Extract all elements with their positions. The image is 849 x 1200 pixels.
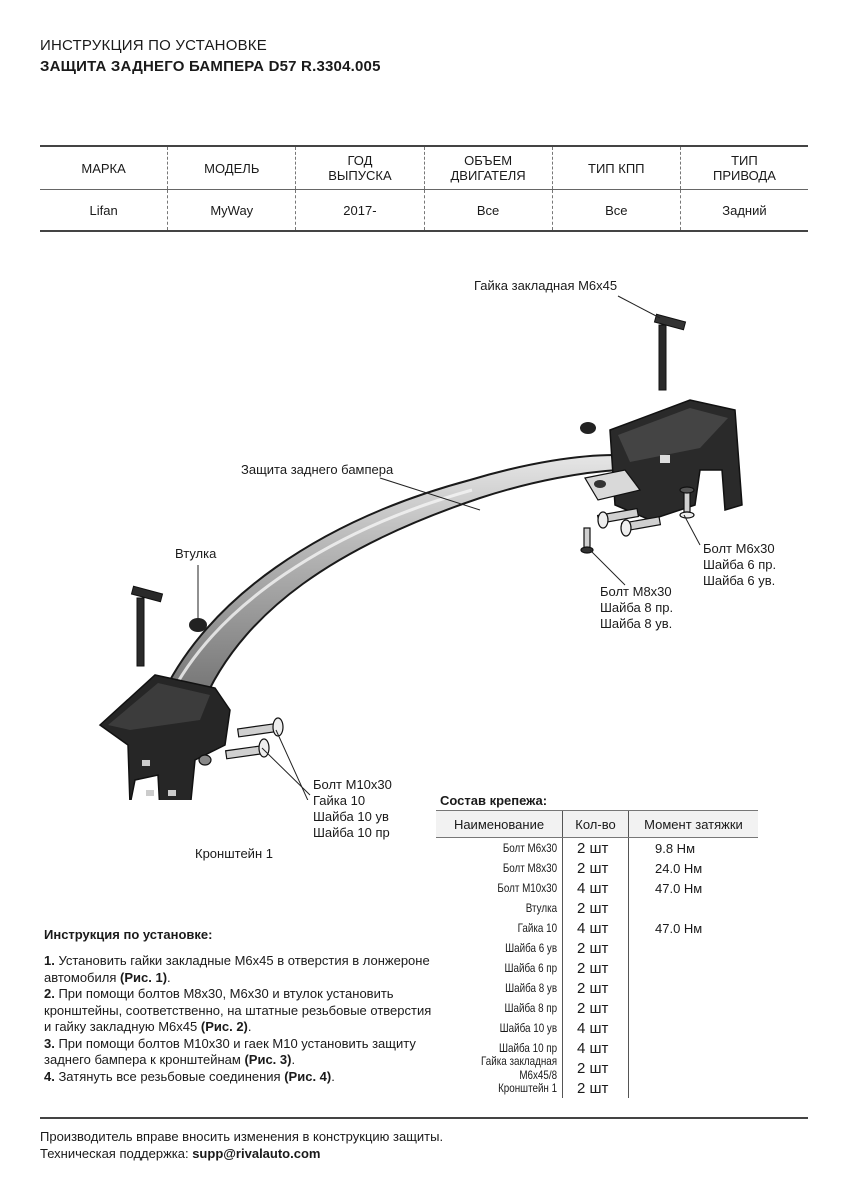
instruction-step — [44, 986, 434, 1036]
spec-value: MyWay — [167, 190, 295, 230]
spec-header: ТИП КПП — [552, 147, 680, 189]
spec-header: ГОД ВЫПУСКА — [295, 147, 423, 189]
fastener-torque: 9.8 Нм — [655, 840, 696, 856]
instructions-title: Инструкция по установке: — [44, 927, 213, 942]
instruction-step — [44, 1069, 434, 1086]
step-text: Затянуть все резьбовые соединения — [54, 1068, 285, 1084]
fastener-name: Шайба 8 ув — [505, 981, 558, 995]
step-number: 3. — [44, 1035, 55, 1051]
fastener-name: Шайба 8 пр — [504, 1001, 558, 1015]
header-name: Наименование — [453, 816, 545, 832]
fasteners-title: Состав крепежа: — [440, 793, 548, 808]
fastener-torque: 24.0 Нм — [655, 860, 703, 876]
fastener-name: Гайка закладная М6х45/8 — [481, 1054, 558, 1082]
step-text: При помощи болтов М8х30, М6х30 и втулок установить кронштейны, соответственно, на штатные резьбовые отверстия и гайку закладную М6х45 — [44, 986, 432, 1034]
fastener-row — [436, 838, 758, 858]
step-figure-ref: (Рис. 4) — [284, 1068, 332, 1084]
spec-value: Все — [552, 190, 680, 230]
callout-bolt-m8-group — [600, 584, 673, 632]
fastener-torque: 47.0 Нм — [655, 920, 703, 936]
instruction-step — [44, 953, 434, 986]
fastener-row — [436, 1078, 758, 1098]
fastener-row — [436, 998, 758, 1018]
fastener-name: Болт М8х30 — [502, 861, 558, 875]
callout-embedded-nut: Гайка закладная М6х45 — [474, 278, 618, 293]
footer-divider — [40, 1117, 808, 1119]
callout-washer-10-wide: Шайба 10 ув — [313, 809, 389, 824]
fastener-row — [436, 958, 758, 978]
callout-washer-10-flat: Шайба 10 пр — [313, 825, 390, 840]
spec-header: МАРКА — [81, 160, 126, 176]
header-qty: Кол-во — [562, 811, 629, 837]
fastener-qty: 2 шт — [562, 938, 629, 958]
callout-bolt-m10-group — [313, 777, 392, 841]
step-number: 4. — [44, 1068, 55, 1084]
fastener-row — [436, 978, 758, 998]
spec-value: Все — [424, 190, 552, 230]
footer-support — [40, 1146, 320, 1161]
callout-nut-10: Гайка 10 — [313, 793, 366, 808]
step-end: . — [331, 1068, 335, 1084]
fastener-torque: 47.0 Нм — [655, 880, 703, 896]
spec-value: Lifan — [89, 202, 118, 218]
fastener-qty: 2 шт — [562, 958, 629, 978]
fastener-qty: 2 шт — [562, 978, 629, 998]
fastener-qty: 2 шт — [562, 858, 629, 878]
fastener-qty: 4 шт — [562, 1038, 629, 1058]
fastener-name: Втулка — [525, 901, 558, 915]
product-title: ЗАЩИТА ЗАДНЕГО БАМПЕРА D57 R.3304.005 — [40, 58, 381, 75]
step-end: . — [291, 1052, 296, 1067]
fastener-qty: 4 шт — [562, 878, 629, 898]
footer-note: Производитель вправе вносить изменения в конструкцию защиты. — [40, 1129, 444, 1144]
fastener-name: Кронштейн 1 — [498, 1081, 558, 1095]
spec-header: МОДЕЛЬ — [167, 147, 295, 189]
left-bracket — [100, 675, 230, 800]
spec-value: Задний — [680, 190, 808, 230]
step-figure-ref: (Рис. 3) — [244, 1052, 292, 1067]
fastener-name: Болт М6х30 — [502, 841, 558, 855]
bumper-bar — [160, 455, 618, 710]
fastener-row — [436, 898, 758, 918]
fasteners-table — [436, 810, 758, 1098]
support-email[interactable]: supp@rivalauto.com — [192, 1146, 321, 1161]
left-bushing — [189, 618, 207, 632]
step-figure-ref: (Рис. 2) — [200, 1019, 248, 1034]
document-title: ИНСТРУКЦИЯ ПО УСТАНОВКЕ — [40, 37, 267, 54]
step-end: . — [247, 1019, 252, 1034]
embedded-nut-left — [131, 586, 162, 666]
instruction-step — [44, 1036, 434, 1069]
callout-bolt-m8: Болт М8х30 — [600, 584, 672, 599]
right-bushing — [580, 422, 596, 434]
callout-bushing: Втулка — [175, 546, 217, 561]
callout-washer-8-flat: Шайба 8 пр. — [600, 600, 674, 615]
fastener-name: Болт М10х30 — [497, 881, 558, 895]
fastener-name: Шайба 10 пр — [498, 1041, 558, 1055]
embedded-nut-right — [654, 314, 685, 390]
callout-bolt-m6-group — [703, 541, 776, 589]
header-torque: Момент затяжки — [644, 816, 743, 832]
fastener-name: Гайка 10 — [517, 921, 558, 935]
fastener-qty: 4 шт — [562, 1018, 629, 1038]
callout-bolt-m6: Болт М6х30 — [703, 541, 775, 556]
fastener-qty: 2 шт — [562, 898, 629, 918]
callout-washer-6-wide: Шайба 6 ув. — [703, 573, 776, 588]
step-text: При помощи болтов М10х30 и гаек М10 установить защиту заднего бампера к кронштейнам — [44, 1035, 416, 1067]
fastener-qty: 2 шт — [562, 1078, 629, 1098]
callout-bolt-m10: Болт М10х30 — [313, 777, 392, 792]
fastener-qty: 2 шт — [562, 1058, 629, 1078]
fastener-qty: 2 шт — [562, 998, 629, 1018]
spec-header: ОБЪЕМ ДВИГАТЕЛЯ — [424, 147, 552, 189]
callout-washer-6-flat: Шайба 6 пр. — [703, 557, 777, 572]
step-end: . — [167, 969, 171, 985]
instructions-list — [44, 953, 434, 1085]
fastener-row — [436, 858, 758, 878]
fastener-name: Шайба 6 пр — [504, 961, 558, 975]
step-number: 2. — [44, 986, 55, 1001]
fastener-name: Шайба 6 ув — [505, 941, 558, 955]
step-text: Установить гайки закладные М6х45 в отверстия в лонжероне автомобиля — [44, 953, 430, 985]
fasteners-header-row — [436, 810, 758, 838]
fastener-row — [436, 918, 758, 938]
callout-washer-8-wide: Шайба 8 ув. — [600, 616, 673, 631]
fastener-row — [436, 1018, 758, 1038]
fastener-qty: 4 шт — [562, 918, 629, 938]
step-number: 1. — [44, 953, 55, 968]
fastener-name: Шайба 10 ув — [499, 1021, 558, 1035]
spec-header: ТИП ПРИВОДА — [680, 147, 808, 189]
callout-bracket: Кронштейн 1 — [195, 846, 273, 861]
fastener-qty: 2 шт — [562, 838, 629, 858]
fastener-row — [436, 1054, 758, 1082]
fastener-row — [436, 878, 758, 898]
support-label: Техническая поддержка: — [40, 1146, 193, 1161]
spec-value: 2017- — [295, 190, 423, 230]
callout-bumper-guard: Защита заднего бампера — [241, 462, 394, 477]
fastener-row — [436, 938, 758, 958]
step-figure-ref: (Рис. 1) — [120, 969, 168, 985]
